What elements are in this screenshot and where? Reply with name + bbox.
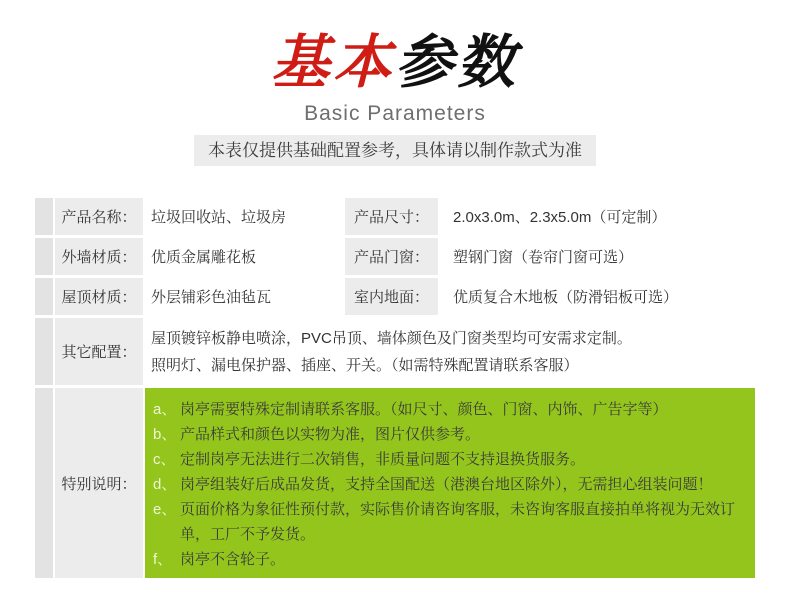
note-text: 岗亭不含轮子。 <box>180 551 286 568</box>
table-row-other-config <box>35 318 755 385</box>
table-row-product-name <box>35 198 755 235</box>
special-notes-box <box>145 388 755 578</box>
value-product-size: 2.0x3.0m、2.3x5.0m（可定制） <box>440 198 755 235</box>
note-prefix: f、 <box>153 551 173 568</box>
row-strip <box>35 238 53 275</box>
note-text: 岗亭需要特殊定制请联系客服。（如尺寸、颜色、门窗、内饰、广告字等） <box>180 401 668 418</box>
row-strip <box>35 318 53 385</box>
note-item-a <box>153 397 745 422</box>
label-roof-material: 屋顶材质： <box>55 278 143 315</box>
other-config-line2: 照明灯、漏电保护器、插座、开关。（如需特殊配置请联系客服） <box>151 356 579 374</box>
value-doors-windows: 塑钢门窗（卷帘门窗可选） <box>440 238 755 275</box>
row-strip <box>35 388 53 578</box>
note-text: 页面价格为象征性预付款，实际售价请咨询客服，未咨询客服直接拍单将视为无效订单，工厂不予发货。 <box>180 501 736 543</box>
note-item-f <box>153 547 745 572</box>
value-indoor-floor: 优质复合木地板（防滑铝板可选） <box>440 278 755 315</box>
note-text: 岗亭组装好后成品发货，支持全国配送（港澳台地区除外），无需担心组装问题！ <box>180 476 713 493</box>
note-prefix: a、 <box>153 401 177 418</box>
note-prefix: b、 <box>153 426 177 443</box>
note-text: 定制岗亭无法进行二次销售，非质量问题不支持退换货服务。 <box>180 451 586 468</box>
page-title <box>0 22 790 102</box>
note-item-b <box>153 422 745 447</box>
table-row-roof-material <box>35 278 755 315</box>
value-roof-material: 外层铺彩色油毡瓦 <box>145 278 343 315</box>
page-subtitle: Basic Parameters <box>304 102 486 125</box>
label-indoor-floor: 室内地面： <box>345 278 438 315</box>
notice-bar: 本表仅提供基础配置参考，具体请以制作款式为准 <box>194 135 596 166</box>
value-other-config <box>145 318 755 385</box>
page-title-black: 参数 <box>395 28 520 96</box>
value-product-name: 垃圾回收站、垃圾房 <box>145 198 343 235</box>
note-prefix: e、 <box>153 501 177 518</box>
note-item-d <box>153 472 745 497</box>
page-title-red: 基本 <box>270 28 395 96</box>
note-prefix: c、 <box>153 451 176 468</box>
label-wall-material: 外墙材质： <box>55 238 143 275</box>
row-strip <box>35 198 53 235</box>
title-block <box>0 0 790 126</box>
value-wall-material: 优质金属雕花板 <box>145 238 343 275</box>
table-row-special-notes <box>35 388 755 578</box>
note-prefix: d、 <box>153 476 177 493</box>
label-product-name: 产品名称： <box>55 198 143 235</box>
label-special-notes: 特别说明： <box>55 388 143 578</box>
note-item-e <box>153 497 745 547</box>
label-product-size: 产品尺寸： <box>345 198 438 235</box>
spec-table <box>35 198 755 578</box>
label-doors-windows: 产品门窗： <box>345 238 438 275</box>
row-strip <box>35 278 53 315</box>
other-config-line1: 屋顶镀锌板静电喷涂，PVC吊顶、墙体颜色及门窗类型均可安需求定制。 <box>151 329 632 347</box>
note-item-c <box>153 447 745 472</box>
table-row-wall-material <box>35 238 755 275</box>
note-text: 产品样式和颜色以实物为准，图片仅供参考。 <box>180 426 481 443</box>
label-other-config: 其它配置： <box>55 318 143 385</box>
